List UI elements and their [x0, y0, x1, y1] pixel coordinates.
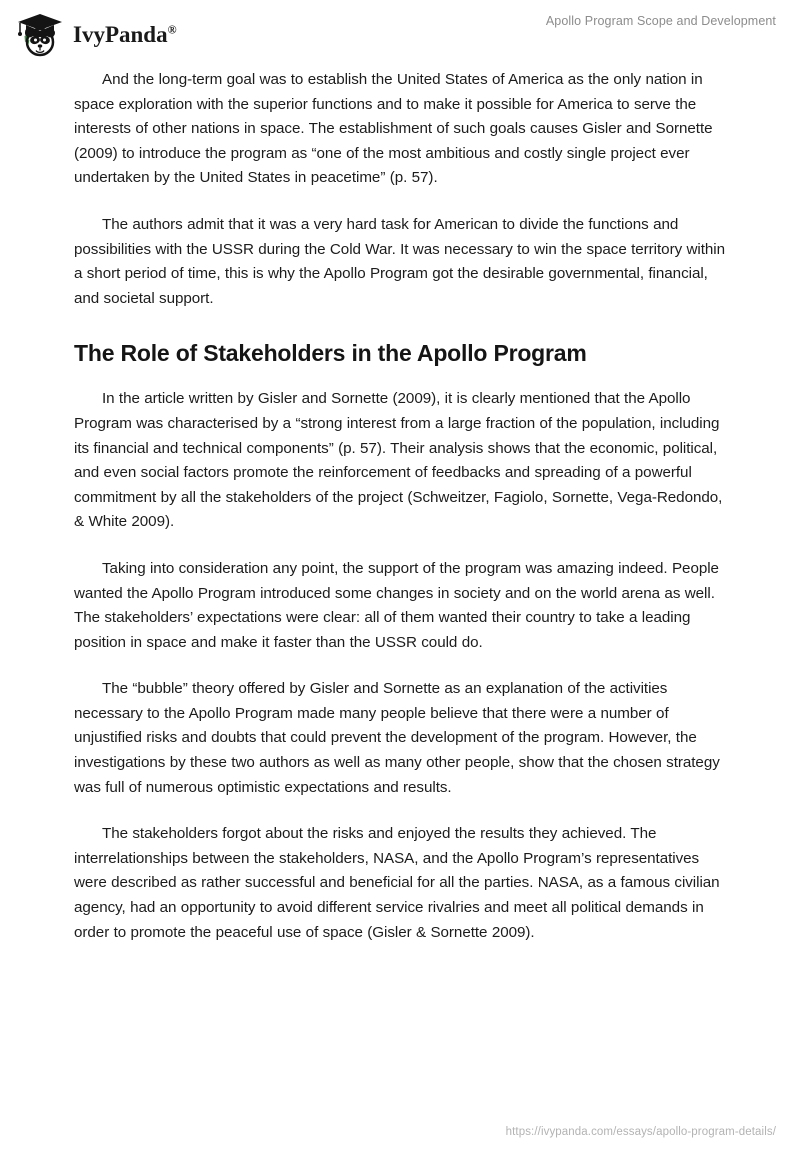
panda-graduate-logo-icon: [14, 11, 66, 57]
page-header: [0, 0, 800, 62]
paragraph: The stakeholders forgot about the risks and enjoyed the results they achieved. The interrelationships between the stakeholders, NASA, and the Apollo Program’s representatives were described as rather successful and beneficial for all the parties. NASA, as a famous civilian agency, had an opportunity to avoid different service rivalries and meet all political demands in order to promote the peaceful use of space (Gisler & Sornette 2009).: [74, 825, 720, 941]
paragraph: And the long-term goal was to establish the United States of America as the only nation in space exploration with the superior functions and to make it possible for America to serve the interests of other nations in space. The establishment of such goals causes Gisler and Sornette (2009) to introduce the program as “one of the most ambitious and costly single project ever undertaken by the United States in peacetime” (p. 57).: [74, 71, 713, 187]
paragraph: In the article written by Gisler and Sornette (2009), it is clearly mentioned that the Apollo Program was characterised by a “strong interest from a large fraction of the population, including its financial and technical components” (p. 57). Their analysis shows that the economic, political, and even social factors promote the reinforcement of feedbacks and spreading of a powerful commitment by all the stakeholders of the project (Schweitzer, Fagiolo, Sornette, Vega-Redondo, & White 2009).: [74, 390, 723, 531]
footer-source-url[interactable]: https://ivypanda.com/essays/apollo-program-details/: [505, 1126, 776, 1138]
paragraph: The “bubble” theory offered by Gisler and Sornette as an explanation of the activities necessary to the Apollo Program made many people believe that there were a number of unjustified risks and doubts that could prevent the development of the program. However, the investigations by these two authors as well as many other people, show that the chosen strategy was full of numerous optimistic expectations and results.: [74, 680, 720, 796]
brand-name-text: IvyPanda: [73, 21, 168, 47]
section-heading: The Role of Stakeholders in the Apollo Program: [74, 340, 587, 367]
document-title: Apollo Program Scope and Development: [545, 14, 776, 28]
brand-logo[interactable]: [14, 10, 177, 58]
brand-name: [73, 23, 177, 46]
paragraph: Taking into consideration any point, the support of the program was amazing indeed. People wanted the Apollo Program introduced some changes in society and on the world arena as well. The stakeholders’ expectations were clear: all of them wanted their country to take a leading position in space and make it faster than the USSR could do.: [74, 559, 719, 651]
registered-mark: ®: [167, 21, 177, 36]
document-body: [74, 68, 726, 967]
page-footer: [0, 1126, 800, 1148]
paragraph: The authors admit that it was a very hard task for American to divide the functions and possibilities with the USSR during the Cold War. It was necessary to win the space territory within a short period of time, this is why the Apollo Program got the desirable governmental, financial, and societal support.: [74, 215, 726, 307]
